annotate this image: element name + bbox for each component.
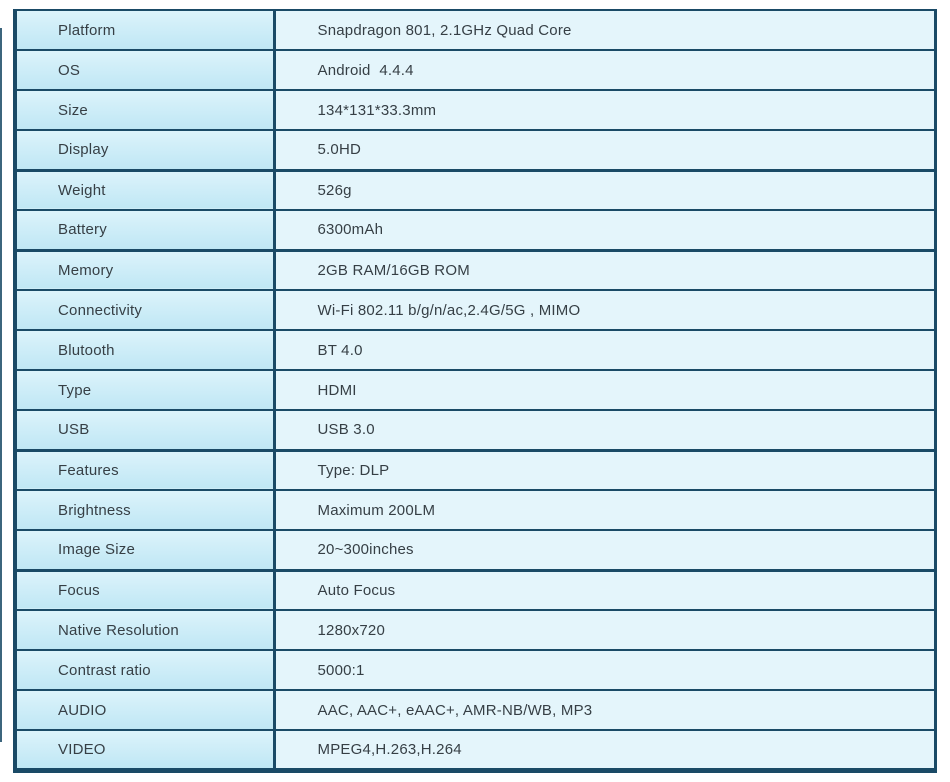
spec-row — [15, 370, 936, 410]
spec-row — [15, 570, 936, 610]
spec-row — [15, 690, 936, 730]
spec-row — [15, 490, 936, 530]
spec-value: 20~300inches — [274, 530, 936, 570]
spec-value: 1280x720 — [274, 610, 936, 650]
spec-label: Features — [15, 450, 274, 490]
spec-value: Snapdragon 801, 2.1GHz Quad Core — [274, 10, 936, 50]
spec-value: Type: DLP — [274, 450, 936, 490]
spec-table-body — [15, 10, 936, 770]
spec-label: Memory — [15, 250, 274, 290]
spec-value: 5.0HD — [274, 130, 936, 170]
spec-label: Weight — [15, 170, 274, 210]
spec-row — [15, 10, 936, 50]
spec-label: VIDEO — [15, 730, 274, 770]
spec-value: 526g — [274, 170, 936, 210]
spec-value: 5000:1 — [274, 650, 936, 690]
spec-label: Battery — [15, 210, 274, 250]
spec-label: Native Resolution — [15, 610, 274, 650]
spec-value: BT 4.0 — [274, 330, 936, 370]
spec-value: AAC, AAC+, eAAC+, AMR-NB/WB, MP3 — [274, 690, 936, 730]
spec-row — [15, 50, 936, 90]
spec-label: Connectivity — [15, 290, 274, 330]
spec-row — [15, 450, 936, 490]
spec-row — [15, 650, 936, 690]
spec-row — [15, 410, 936, 450]
spec-label: Contrast ratio — [15, 650, 274, 690]
spec-row — [15, 730, 936, 770]
spec-row — [15, 290, 936, 330]
spec-row — [15, 610, 936, 650]
spec-label: Platform — [15, 10, 274, 50]
spec-label: Type — [15, 370, 274, 410]
spec-row — [15, 130, 936, 170]
spec-label: AUDIO — [15, 690, 274, 730]
spec-label: Blutooth — [15, 330, 274, 370]
spec-table — [13, 9, 937, 773]
spec-value: 6300mAh — [274, 210, 936, 250]
spec-value: USB 3.0 — [274, 410, 936, 450]
spec-label: Display — [15, 130, 274, 170]
spec-value: Wi-Fi 802.11 b/g/n/ac,2.4G/5G , MIMO — [274, 290, 936, 330]
spec-row — [15, 170, 936, 210]
spec-value: Maximum 200LM — [274, 490, 936, 530]
spec-row — [15, 530, 936, 570]
spec-label: Size — [15, 90, 274, 130]
spec-value: 134*131*33.3mm — [274, 90, 936, 130]
spec-value: MPEG4,H.263,H.264 — [274, 730, 936, 770]
spec-label: OS — [15, 50, 274, 90]
spec-value: Auto Focus — [274, 570, 936, 610]
spec-row — [15, 90, 936, 130]
spec-label: Brightness — [15, 490, 274, 530]
spec-value: HDMI — [274, 370, 936, 410]
spec-row — [15, 330, 936, 370]
spec-label: Focus — [15, 570, 274, 610]
spec-value: Android 4.4.4 — [274, 50, 936, 90]
page-edge-line — [0, 28, 2, 742]
spec-row — [15, 250, 936, 290]
spec-row — [15, 210, 936, 250]
spec-label: USB — [15, 410, 274, 450]
spec-value: 2GB RAM/16GB ROM — [274, 250, 936, 290]
spec-label: Image Size — [15, 530, 274, 570]
